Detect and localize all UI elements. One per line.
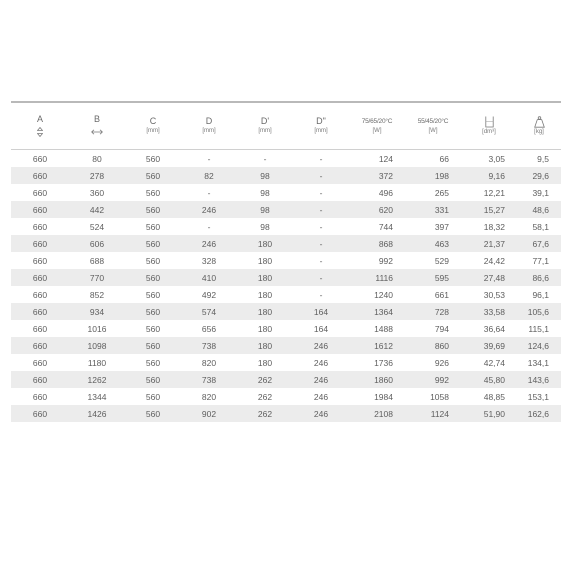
cell-kg: 143,6	[517, 371, 561, 388]
cell-kg: 153,1	[527, 391, 549, 402]
col-a-label: A	[36, 114, 43, 124]
cell-c: 560	[125, 167, 181, 184]
cell-c: 560	[145, 391, 161, 402]
cell-d1: 180	[237, 235, 293, 252]
cell-vol: 12,21	[483, 187, 505, 198]
cell-w55: 794	[434, 323, 449, 334]
table-row	[11, 167, 561, 184]
cell-w75: 496	[378, 187, 393, 198]
cell-kg: 134,1	[527, 357, 549, 368]
cell-d: 574	[181, 303, 237, 320]
table-row	[11, 184, 561, 201]
cell-d: 82	[181, 167, 237, 184]
cell-w55: 66	[439, 153, 449, 164]
cell-c: 560	[145, 187, 161, 198]
cell-d1: 180	[257, 357, 273, 368]
cell-d1: 180	[237, 303, 293, 320]
col-w55-unit: [W]	[428, 128, 438, 134]
col-header-w55	[405, 103, 461, 150]
cell-w75: 744	[378, 221, 393, 232]
cell-w75: 1116	[349, 269, 405, 286]
col-header-b	[69, 103, 125, 150]
col-header-a	[11, 103, 69, 150]
cell-b: 1016	[87, 323, 107, 334]
col-header-kg	[517, 103, 561, 150]
cell-a: 660	[32, 323, 48, 334]
spec-table	[11, 103, 561, 422]
cell-w55: 198	[405, 167, 461, 184]
table-row	[11, 269, 561, 286]
cell-d1: 98	[260, 221, 270, 232]
cell-d: -	[207, 153, 211, 164]
cell-vol: 3,05	[488, 153, 505, 164]
cell-d: 738	[181, 371, 237, 388]
cell-a: 660	[11, 405, 69, 422]
cell-c: 560	[125, 405, 181, 422]
cell-b: 770	[69, 269, 125, 286]
cell-c: 560	[125, 303, 181, 320]
cell-c: 560	[125, 371, 181, 388]
cell-w55: 1058	[430, 391, 449, 402]
cell-a: 660	[11, 337, 69, 354]
cell-d: 410	[181, 269, 237, 286]
cell-kg: 124,6	[517, 337, 561, 354]
cell-a: 660	[32, 289, 48, 300]
cell-w55: 529	[434, 255, 449, 266]
height-arrows-icon	[11, 125, 69, 138]
cell-d1: 262	[237, 371, 293, 388]
cell-vol: 39,69	[461, 337, 517, 354]
table-row	[11, 337, 561, 354]
col-header-d1	[237, 103, 293, 150]
cell-a: 660	[11, 303, 69, 320]
cell-d2: 246	[293, 371, 349, 388]
cell-vol: 48,85	[483, 391, 505, 402]
col-header-w75	[349, 103, 405, 150]
cell-c: 560	[125, 337, 181, 354]
cell-d: -	[207, 221, 211, 232]
cell-d: 246	[181, 201, 237, 218]
table-row	[11, 201, 561, 218]
cell-w75: 992	[378, 255, 393, 266]
cell-d2: -	[319, 289, 323, 300]
cell-w55: 331	[405, 201, 461, 218]
cell-vol: 36,64	[483, 323, 505, 334]
width-arrows-icon	[69, 125, 125, 138]
cell-d2: -	[293, 201, 349, 218]
cell-d1: 180	[257, 323, 273, 334]
cell-b: 688	[89, 255, 105, 266]
col-w75-label: 75/65/20°C	[361, 118, 393, 125]
cell-vol: 51,90	[461, 405, 517, 422]
cell-d2: 164	[293, 303, 349, 320]
cell-a: 660	[32, 187, 48, 198]
cell-c: 560	[125, 269, 181, 286]
cell-w75: 2108	[349, 405, 405, 422]
table-row	[11, 252, 561, 269]
table-row	[11, 371, 561, 388]
cell-c: 560	[145, 323, 161, 334]
cell-d: 820	[201, 357, 217, 368]
cell-kg: 86,6	[517, 269, 561, 286]
cell-c: 560	[145, 289, 161, 300]
cell-w55: 926	[434, 357, 449, 368]
col-header-vol	[461, 103, 517, 150]
col-d-unit: [mm]	[202, 128, 216, 134]
cell-d2: -	[319, 255, 323, 266]
table-row	[11, 235, 561, 252]
cell-kg: 58,1	[532, 221, 549, 232]
cell-kg: 48,6	[517, 201, 561, 218]
cell-a: 660	[11, 201, 69, 218]
cell-d2: -	[319, 187, 323, 198]
cell-a: 660	[11, 269, 69, 286]
cell-a: 660	[32, 255, 48, 266]
col-d1-label: D'	[260, 116, 270, 126]
cell-vol: 15,27	[461, 201, 517, 218]
cell-d: 820	[201, 391, 217, 402]
cell-w55: 728	[405, 303, 461, 320]
water-volume-icon	[461, 115, 517, 128]
cell-w75: 1240	[374, 289, 393, 300]
cell-w75: 1860	[349, 371, 405, 388]
col-kg-unit: [kg]	[534, 129, 544, 135]
cell-w75: 620	[349, 201, 405, 218]
col-header-c	[125, 103, 181, 150]
col-d1-unit: [mm]	[258, 128, 272, 134]
col-c-label: C	[149, 116, 157, 126]
cell-b: 934	[69, 303, 125, 320]
cell-w75: 1612	[349, 337, 405, 354]
cell-w55: 265	[434, 187, 449, 198]
cell-d: 738	[181, 337, 237, 354]
col-c-unit: [mm]	[146, 128, 160, 134]
cell-b: 1344	[87, 391, 107, 402]
cell-kg: 105,6	[517, 303, 561, 320]
cell-a: 660	[32, 221, 48, 232]
cell-a: 660	[11, 371, 69, 388]
cell-b: 524	[89, 221, 105, 232]
cell-a: 660	[32, 357, 48, 368]
col-w55-label: 55/45/20°C	[417, 118, 449, 125]
cell-d1: 98	[260, 187, 270, 198]
cell-a: 660	[32, 153, 48, 164]
cell-d1: -	[263, 153, 267, 164]
col-w75-unit: [W]	[372, 128, 382, 134]
cell-w55: 860	[405, 337, 461, 354]
cell-d: 328	[201, 255, 217, 266]
cell-w75: 868	[349, 235, 405, 252]
cell-kg: 77,1	[532, 255, 549, 266]
cell-vol: 18,32	[483, 221, 505, 232]
cell-w55: 992	[405, 371, 461, 388]
cell-d2: 246	[313, 391, 329, 402]
cell-d1: 262	[257, 391, 273, 402]
cell-d2: 246	[313, 357, 329, 368]
header-row	[11, 103, 561, 150]
cell-vol: 45,80	[461, 371, 517, 388]
cell-d2: 246	[293, 405, 349, 422]
cell-vol: 30,53	[483, 289, 505, 300]
cell-w75: 1984	[374, 391, 393, 402]
cell-d2: -	[293, 235, 349, 252]
cell-d1: 262	[237, 405, 293, 422]
cell-vol: 42,74	[483, 357, 505, 368]
col-b-label: B	[93, 114, 100, 124]
col-d-label: D	[205, 116, 213, 126]
cell-kg: 29,6	[517, 167, 561, 184]
cell-w55: 595	[405, 269, 461, 286]
cell-a: 660	[11, 167, 69, 184]
cell-vol: 24,42	[483, 255, 505, 266]
cell-b: 1098	[69, 337, 125, 354]
cell-d1: 180	[257, 289, 273, 300]
cell-d1: 180	[237, 269, 293, 286]
cell-c: 560	[145, 153, 161, 164]
cell-d2: -	[293, 167, 349, 184]
cell-w55: 463	[405, 235, 461, 252]
cell-d1: 98	[237, 167, 293, 184]
col-d2-label: D"	[316, 116, 326, 126]
cell-b: 80	[92, 153, 102, 164]
cell-w55: 661	[434, 289, 449, 300]
cell-b: 1180	[87, 357, 107, 368]
cell-b: 606	[69, 235, 125, 252]
cell-b: 1262	[69, 371, 125, 388]
cell-kg: 96,1	[532, 289, 549, 300]
cell-vol: 27,48	[461, 269, 517, 286]
cell-d2: -	[319, 153, 323, 164]
cell-d1: 180	[237, 337, 293, 354]
cell-d2: -	[319, 221, 323, 232]
cell-b: 360	[89, 187, 105, 198]
col-vol-unit: [dm³]	[482, 129, 496, 135]
table-row	[11, 405, 561, 422]
table-row	[11, 354, 561, 371]
cell-kg: 39,1	[532, 187, 549, 198]
cell-w75: 1488	[374, 323, 393, 334]
col-header-d2	[293, 103, 349, 150]
col-d2-unit: [mm]	[314, 128, 328, 134]
cell-d1: 98	[237, 201, 293, 218]
cell-b: 852	[89, 289, 105, 300]
cell-a: 660	[32, 391, 48, 402]
cell-d: 656	[201, 323, 217, 334]
table-row	[11, 388, 561, 405]
weight-icon	[517, 115, 561, 128]
cell-d2: 164	[313, 323, 329, 334]
table-row	[11, 303, 561, 320]
cell-d: 902	[181, 405, 237, 422]
cell-w75: 124	[378, 153, 393, 164]
cell-d2: -	[293, 269, 349, 286]
cell-d2: 246	[293, 337, 349, 354]
cell-c: 560	[125, 235, 181, 252]
cell-kg: 162,6	[517, 405, 561, 422]
table-row	[11, 320, 561, 337]
cell-w55: 397	[434, 221, 449, 232]
cell-b: 278	[69, 167, 125, 184]
col-header-d	[181, 103, 237, 150]
cell-kg: 115,1	[528, 323, 549, 334]
table-row	[11, 218, 561, 235]
spec-table-body	[11, 150, 561, 423]
cell-kg: 67,6	[517, 235, 561, 252]
cell-w55: 1124	[405, 405, 461, 422]
cell-d: 246	[181, 235, 237, 252]
cell-a: 660	[11, 235, 69, 252]
cell-d: 492	[201, 289, 217, 300]
cell-c: 560	[125, 201, 181, 218]
cell-vol: 9,16	[461, 167, 517, 184]
cell-w75: 1736	[374, 357, 393, 368]
cell-w75: 1364	[349, 303, 405, 320]
cell-vol: 33,58	[461, 303, 517, 320]
cell-vol: 21,37	[461, 235, 517, 252]
cell-c: 560	[145, 255, 161, 266]
cell-c: 560	[145, 357, 161, 368]
cell-kg: 9,5	[537, 153, 549, 164]
cell-w75: 372	[349, 167, 405, 184]
table-row	[11, 150, 561, 168]
cell-d1: 180	[257, 255, 273, 266]
cell-b: 442	[69, 201, 125, 218]
table-row	[11, 286, 561, 303]
cell-b: 1426	[69, 405, 125, 422]
radiator-spec-sheet	[11, 101, 561, 422]
cell-d: -	[207, 187, 211, 198]
cell-c: 560	[145, 221, 161, 232]
